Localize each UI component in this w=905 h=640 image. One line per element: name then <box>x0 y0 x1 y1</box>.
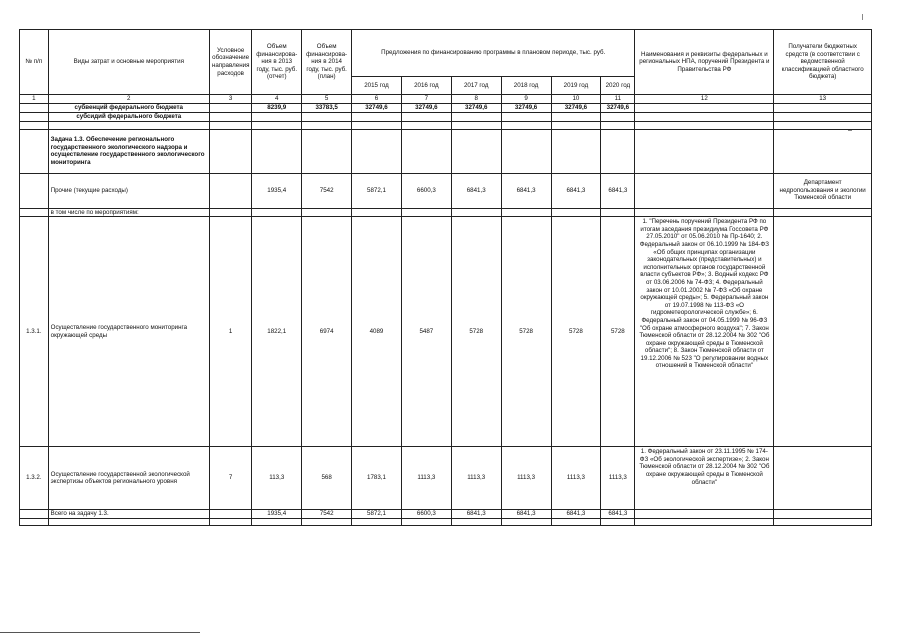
cell-year: 32749,6 <box>501 103 551 112</box>
row-number: 1.3.1. <box>20 217 49 447</box>
cell-year: 1783,1 <box>352 447 402 510</box>
col-number: 1 <box>20 95 49 104</box>
row-number: 1.3.2. <box>20 447 49 510</box>
row-label: Осуществление государственной экологической экспертизы объектов регионального уровня <box>48 447 209 510</box>
scan-mark <box>848 130 852 131</box>
header-num: № п/п <box>20 30 49 95</box>
scan-line <box>0 632 200 633</box>
row-label: Всего на задачу 1.3. <box>48 510 209 519</box>
cell-year: 6841,3 <box>551 510 601 519</box>
col-number: 6 <box>352 95 402 104</box>
header-npa: Наименования и реквизиты федеральных и региональных НПА, поручений Президента и Правительства РФ <box>635 30 774 95</box>
budget-table <box>19 29 872 526</box>
header-vol2013: Объем финансирова-ния в 2013 году, тыс. руб. (отчет) <box>252 30 302 95</box>
cell-year: 5728 <box>551 217 601 447</box>
col-number: 10 <box>551 95 601 104</box>
table-row <box>20 208 872 217</box>
cell-2013: 1822,1 <box>252 217 302 447</box>
row-label: субвенций федерального бюджета <box>48 103 209 112</box>
cell-cond: 7 <box>209 447 251 510</box>
cell-year: 6841,3 <box>451 173 501 208</box>
cell-year: 5728 <box>501 217 551 447</box>
cell-year: 5872,1 <box>352 510 402 519</box>
row-label: Осуществление государственного мониторинга окружающей среды <box>48 217 209 447</box>
cell-year: 1113,3 <box>501 447 551 510</box>
row-label: субсидий федерального бюджета <box>48 112 209 121</box>
cell-year: 4089 <box>352 217 402 447</box>
header-year: 2020 год <box>601 77 635 95</box>
cell-year: 6600,3 <box>401 173 451 208</box>
col-number: 5 <box>302 95 352 104</box>
col-number: 9 <box>501 95 551 104</box>
header-types: Виды затрат и основные мероприятия <box>48 30 209 95</box>
task-title: Задача 1.3. Обеспечение регионального государственного экологического надзора и осуществление государственного экологического мониторинга <box>48 129 209 173</box>
cell-year: 32749,6 <box>601 103 635 112</box>
cell-2014: 568 <box>302 447 352 510</box>
cell-2013: 8239,9 <box>252 103 302 112</box>
header-year: 2017 год <box>451 77 501 95</box>
scan-mark <box>862 14 863 20</box>
total-row <box>20 510 872 519</box>
table-row <box>20 217 872 447</box>
col-number: 8 <box>451 95 501 104</box>
header-cond: Условное обозначение направления расходов <box>209 30 251 95</box>
cell-year: 6600,3 <box>401 510 451 519</box>
table-row <box>20 447 872 510</box>
recipient: Департамент недропользования и экологии Тюменской области <box>774 173 872 208</box>
table-row <box>20 121 872 129</box>
npa-list: 1. Федеральный закон от 23.11.1995 № 174-ФЗ «Об экологической экспертизе»; 2. Закон Тюменской области от 28.12.2004 № 302 "Об охране окружающей среды в Тюменской области" <box>635 447 774 510</box>
table-row <box>20 173 872 208</box>
col-number: 3 <box>209 95 251 104</box>
row-label: в том числе по мероприятиям: <box>48 208 209 217</box>
header-recipients: Получатели бюджетных средств (в соответствии с ведомственной классификацией областного бюджета) <box>774 30 872 95</box>
cell-year: 6841,3 <box>551 173 601 208</box>
col-number: 4 <box>252 95 302 104</box>
header-year: 2019 год <box>551 77 601 95</box>
cell-year: 32749,6 <box>401 103 451 112</box>
cell-year: 6841,3 <box>501 510 551 519</box>
cell-year: 6841,3 <box>601 510 635 519</box>
cell-year: 1113,3 <box>601 447 635 510</box>
table-row <box>20 112 872 121</box>
header-row <box>20 30 872 77</box>
header-proposals: Предложения по финансированию программы в плановом периоде, тыс. руб. <box>352 30 635 77</box>
cell-2013: 113,3 <box>252 447 302 510</box>
cell-2014: 33783,5 <box>302 103 352 112</box>
header-year: 2018 год <box>501 77 551 95</box>
npa-list: 1. "Перечень поручений Президента РФ по итогам заседания президиума Госсовета РФ 27.05.2010" от 05.06.2010 № Пр-1640; 2. Федеральный закон от 06.10.1999 № 184-ФЗ «Об общих принципах организации законодательных (представительных) и исполнительных органов государственной власти субъектов РФ»; 3. Водный кодекс РФ от 03.06.2006 № 74-ФЗ; 4. Федеральный закон от 10.01.2002 № 7-ФЗ «Об охране окружающей среды»; 5. Федеральный закон от 19.07.1998 № 113-ФЗ «О гидрометеорологической службе»; 6. Федеральный закон от 04.05.1999 № 96-ФЗ "Об охране атмосферного воздуха"; 7. Закон Тюменской области от 28.12.2004 № 302 "Об охране окружающей среды в Тюменской области"; 8. Закон Тюменской области от 19.12.2006 № 523 "О регулировании водных отношений в Тюменской области" <box>635 217 774 447</box>
table-row <box>20 103 872 112</box>
cell-year: 5872,1 <box>352 173 402 208</box>
cell-year: 1113,3 <box>401 447 451 510</box>
table-row <box>20 129 872 173</box>
header-vol2014: Объем финансирова-ния в 2014 году, тыс. руб. (план) <box>302 30 352 95</box>
col-number: 12 <box>635 95 774 104</box>
cell-cond: 1 <box>209 217 251 447</box>
cell-year: 1113,3 <box>451 447 501 510</box>
row-label: Прочие (текущие расходы) <box>48 173 209 208</box>
cell-year: 1113,3 <box>551 447 601 510</box>
cell-year: 5728 <box>601 217 635 447</box>
cell-2014: 6974 <box>302 217 352 447</box>
cell-2014: 7542 <box>302 173 352 208</box>
col-number: 7 <box>401 95 451 104</box>
col-number: 11 <box>601 95 635 104</box>
cell-2014: 7542 <box>302 510 352 519</box>
cell-year: 6841,3 <box>601 173 635 208</box>
cell-year: 5728 <box>451 217 501 447</box>
cell-year: 32749,6 <box>451 103 501 112</box>
cell-year: 32749,6 <box>551 103 601 112</box>
col-number: 13 <box>774 95 872 104</box>
cell-year: 6841,3 <box>501 173 551 208</box>
cell-2013: 1935,4 <box>252 510 302 519</box>
col-number: 2 <box>48 95 209 104</box>
cell-year: 6841,3 <box>451 510 501 519</box>
header-year: 2016 год <box>401 77 451 95</box>
cell-year: 5487 <box>401 217 451 447</box>
table-row <box>20 519 872 526</box>
cell-2013: 1935,4 <box>252 173 302 208</box>
column-number-row <box>20 95 872 104</box>
cell-year: 32749,6 <box>352 103 402 112</box>
header-year: 2015 год <box>352 77 402 95</box>
